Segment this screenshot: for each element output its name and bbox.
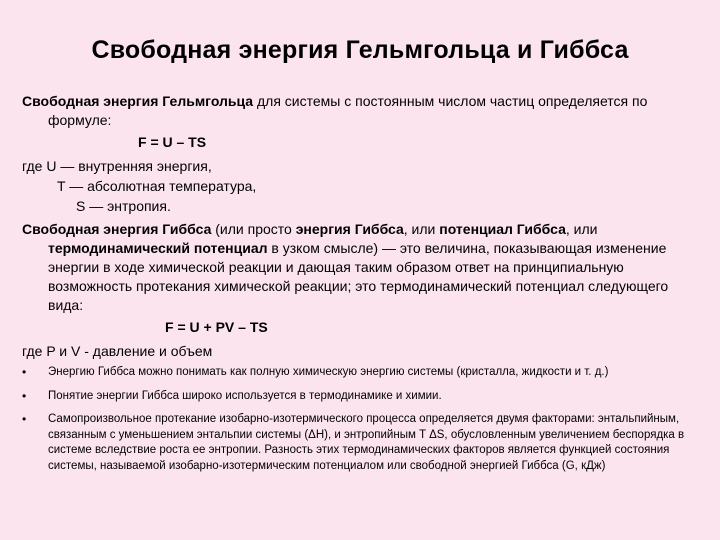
gibbs-text-4: в узком смысле) — это величина, показывающая изменение энергии в ходе химической реакции и дающая таким образом ответ на принципиальную возможность протекания химической реакции; это термодинамический потенциал следующего вида: [48,240,669,313]
gibbs-term: Свободная энергия Гиббса [22,221,212,237]
definition-u: где U — внутренняя энергия, [22,158,212,174]
gibbs-term-2: энергия Гиббса [295,221,404,237]
bullet-icon: • [22,365,27,379]
list-item [22,365,702,381]
bullet-icon: • [22,412,27,426]
gibbs-text-2: , или [403,221,440,237]
gibbs-text-3: , или [565,221,598,237]
slide-content [22,92,702,482]
helmholtz-paragraph [22,92,702,130]
list-item-text: Самопроизвольное протекание изобарно-изотермического процесса определяется двумя факторами: энтальпийным, связанным с уменьшением энтальпии системы (ΔH), и энтропийным T ΔS, обусловленным увеличением беспорядка в системе вследствие роста ее энтропии. Разность этих термодинамических факторов является функцией состояния системы, называемой изобарно-изотермическим потенциалом или свободной энергией Гиббса (G, кДж) [48,413,685,472]
list-item-text: Понятие энергии Гиббса широко используется в термодинамике и химии. [48,389,442,402]
list-item-text: Энергию Гиббса можно понимать как полную химическую энергию системы (кристалла, жидкости и т. д.) [48,366,609,378]
helmholtz-text: для системы с постоянным числом частиц определяется по формуле: [48,93,648,128]
bullet-list [22,365,702,474]
slide-title: Свободная энергия Гельмгольца и Гиббса [91,36,629,64]
gibbs-formula: F = U + PV – TS [165,319,268,335]
helmholtz-term: Свободная энергия Гельмгольца [22,93,254,109]
gibbs-term-4: термодинамический потенциал [48,240,268,256]
definition-s: S — энтропия. [76,198,171,214]
bullet-icon: • [22,388,27,403]
helmholtz-formula: F = U – TS [138,134,207,150]
gibbs-paragraph [22,220,702,315]
list-item [22,389,702,405]
list-item [22,412,702,474]
definition-p-v: где P и V - давление и объем [22,343,213,359]
gibbs-term-3: потенциал Гиббса [439,221,566,237]
definition-t: T — абсолютная температура, [57,178,257,194]
gibbs-text-1: (или просто [211,221,296,237]
